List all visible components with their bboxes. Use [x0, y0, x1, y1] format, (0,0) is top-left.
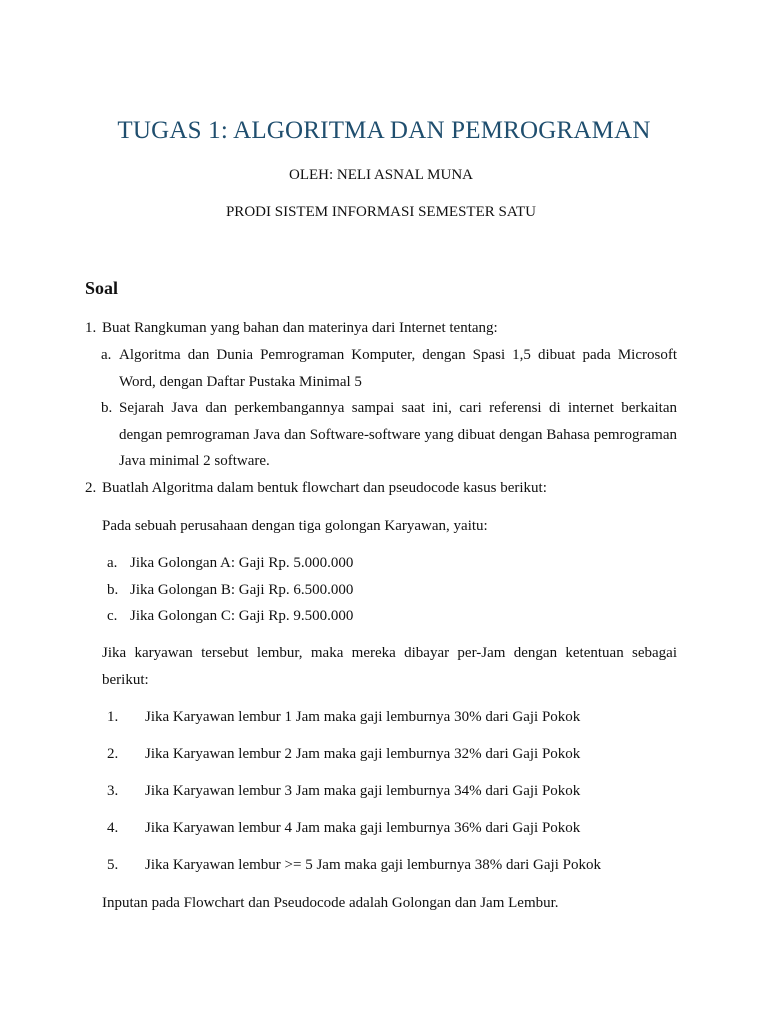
company-intro-paragraph: Pada sebuah perusahaan dengan tiga golongan Karyawan, yaitu: [102, 518, 488, 534]
overtime-intro-paragraph: Jika karyawan tersebut lembur, maka mereka dibayar per-Jam dengan ketentuan sebagai berikut: [102, 645, 677, 688]
question-text: Buat Rangkuman yang bahan dan materinya dari Internet tentang: [102, 320, 498, 336]
item-marker: a. [101, 347, 112, 363]
overtime-item [107, 852, 601, 879]
question-1-item-a [101, 342, 677, 395]
question-text: Buatlah Algoritma dalam bentuk flowchart dan pseudocode kasus berikut: [102, 480, 547, 496]
question-1-item-b [101, 395, 677, 475]
golongan-item [107, 550, 353, 577]
item-text: Jika Golongan C: Gaji Rp. 9.500.000 [130, 608, 354, 624]
item-marker: b. [101, 400, 113, 416]
question-number: 1. [85, 320, 97, 336]
document-title: TUGAS 1: ALGORITMA DAN PEMROGRAMAN [117, 117, 651, 144]
item-text: Jika Karyawan lembur 1 Jam maka gaji lemburnya 30% dari Gaji Pokok [145, 709, 581, 725]
program-line: PRODI SISTEM INFORMASI SEMESTER SATU [225, 204, 537, 220]
overtime-item [107, 815, 580, 842]
item-marker: 5. [107, 857, 119, 873]
item-marker: a. [107, 555, 118, 571]
item-marker: b. [107, 582, 119, 598]
overtime-item [107, 741, 580, 768]
question-2 [85, 475, 685, 502]
overtime-item [107, 704, 580, 731]
item-marker: 2. [107, 746, 119, 762]
input-note-paragraph: Inputan pada Flowchart dan Pseudocode adalah Golongan dan Jam Lembur. [102, 895, 559, 911]
item-text: Jika Golongan B: Gaji Rp. 6.500.000 [130, 582, 354, 598]
question-number: 2. [85, 480, 97, 496]
golongan-item [107, 603, 353, 630]
item-marker: 1. [107, 709, 119, 725]
golongan-item [107, 577, 353, 604]
item-text: Jika Karyawan lembur >= 5 Jam maka gaji lemburnya 38% dari Gaji Pokok [145, 857, 601, 873]
section-heading-soal: Soal [85, 278, 119, 298]
item-text: Sejarah Java dan perkembangannya sampai saat ini, cari referensi di internet berkaitan dengan pemrograman Java dan Software-software yang dibuat dengan Bahasa pemrograman Java minimal 2 software. [119, 400, 677, 470]
item-text: Jika Karyawan lembur 3 Jam maka gaji lemburnya 34% dari Gaji Pokok [145, 783, 581, 799]
item-text: Algoritma dan Dunia Pemrograman Komputer, dengan Spasi 1,5 dibuat pada Microsoft Word, dengan Daftar Pustaka Minimal 5 [119, 347, 677, 390]
question-1 [85, 315, 685, 342]
item-text: Jika Golongan A: Gaji Rp. 5.000.000 [130, 555, 354, 571]
overtime-item [107, 778, 580, 805]
author-line: OLEH: NELI ASNAL MUNA [288, 167, 473, 183]
item-marker: c. [107, 608, 118, 624]
item-text: Jika Karyawan lembur 2 Jam maka gaji lemburnya 32% dari Gaji Pokok [145, 746, 581, 762]
item-marker: 3. [107, 783, 119, 799]
item-text: Jika Karyawan lembur 4 Jam maka gaji lemburnya 36% dari Gaji Pokok [145, 820, 581, 836]
item-marker: 4. [107, 820, 119, 836]
